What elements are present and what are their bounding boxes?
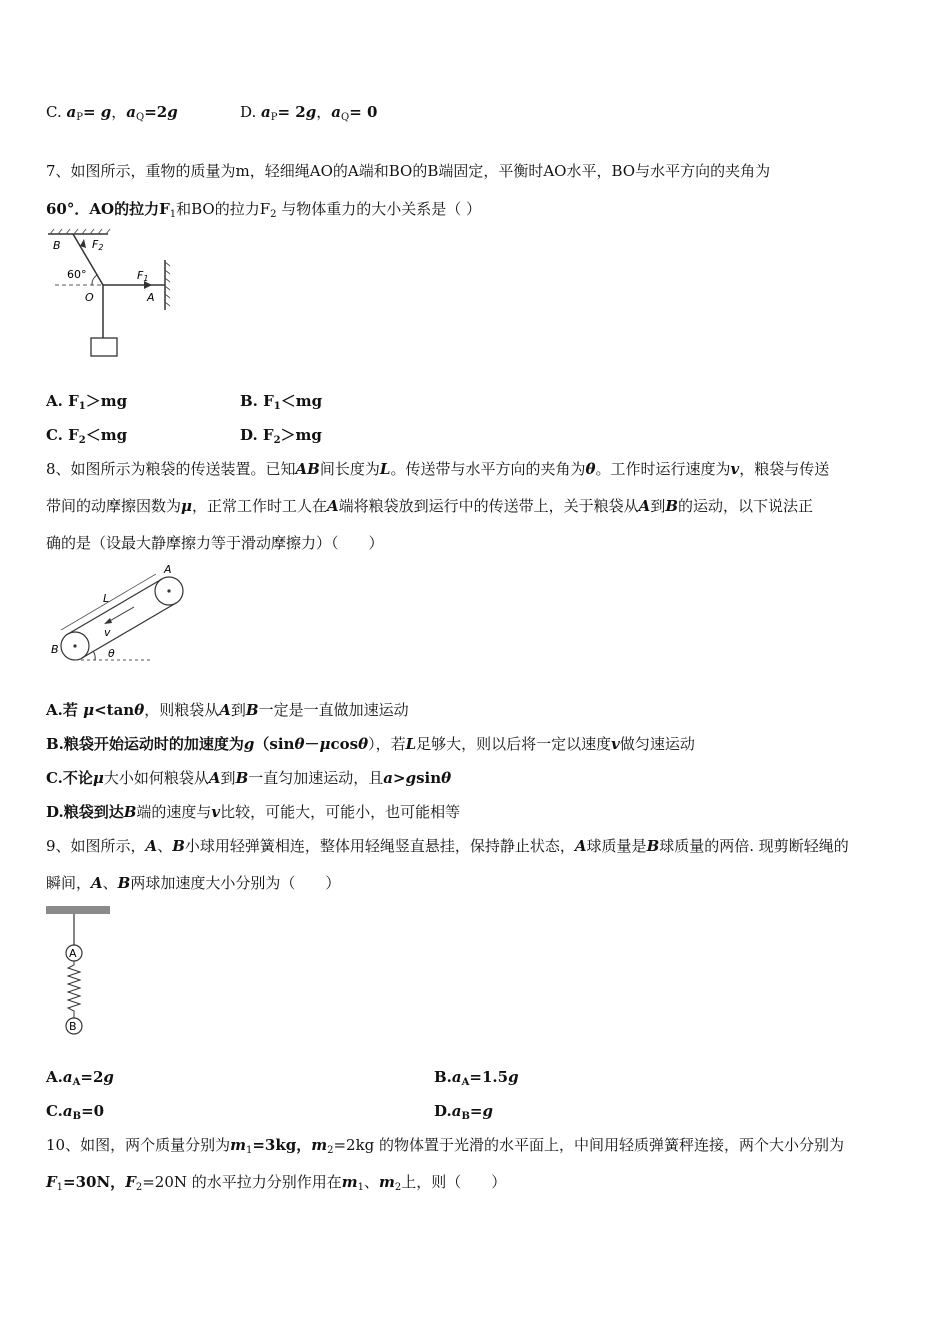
q9-stem-line2: 瞬间，A、B两球加速度大小分别为（ ） bbox=[46, 874, 341, 892]
label-b: B bbox=[69, 1020, 77, 1033]
weight-box bbox=[91, 338, 117, 356]
belt-top bbox=[68, 579, 162, 634]
q8-figure bbox=[46, 560, 196, 665]
q9-option-b: $B.a_A=1.5g$ bbox=[434, 1068, 519, 1088]
label-a: A bbox=[69, 947, 77, 960]
label-b: B bbox=[51, 643, 59, 656]
q7-option-b: B. $F_1<mg$ bbox=[240, 392, 323, 412]
q9-option-d: $D.a_B=g$ bbox=[434, 1102, 493, 1122]
label-60-degree: 60° bbox=[67, 268, 87, 281]
q7-figure bbox=[40, 228, 180, 363]
q8-stem-line2: 带间的动摩擦因数为μ，正常工作时工人在A端将粮袋放到运行中的传送带上，关于粮袋从A到B的运动，以下说法正 bbox=[46, 497, 814, 515]
q8-option-c: C.不论μ大小如何粮袋从A到B一直匀加速运动，且a>gsinθ bbox=[46, 769, 452, 787]
belt-bottom bbox=[82, 603, 176, 658]
label-f2: F2 bbox=[92, 238, 104, 252]
q8-option-a: A.若 μ<tanθ，则粮袋从A到B一定是一直做加速运动 bbox=[46, 701, 409, 719]
spring bbox=[68, 961, 80, 1018]
q7-stem-line1: 7、如图所示，重物的质量为m，轻细绳AO的A端和BO的B端固定，平衡时AO水平，BO与水平方向的夹角为 bbox=[46, 162, 771, 180]
ceiling-bar bbox=[46, 906, 110, 914]
label-theta: θ bbox=[108, 647, 115, 660]
label-o: O bbox=[85, 291, 94, 304]
label-b: B bbox=[53, 239, 61, 252]
label-v: v bbox=[104, 626, 111, 639]
q7-option-d: D. $F_2>mg$ bbox=[240, 426, 322, 446]
angle-arc bbox=[92, 275, 97, 285]
pulley-b-center bbox=[73, 644, 76, 647]
q9-option-a: $A.a_A=2g$ bbox=[46, 1068, 114, 1088]
q10-stem-line1: 10、如图，两个质量分别为$m_1=3kg$，$m_2=2kg$ 的物体置于光滑的水平面上，中间用轻质弹簧秤连接，两个大小分别为 bbox=[46, 1136, 845, 1156]
q8-option-d: D.粮袋到达B端的速度与v比较，可能大，可能小，也可能相等 bbox=[46, 803, 461, 821]
label-a: A bbox=[164, 563, 172, 576]
pulley-a-center bbox=[167, 589, 170, 592]
q7-option-c: C. $F_2<mg$ bbox=[46, 426, 128, 446]
q6-option-d: D. $a_P= 2g$，$a_Q= 0$ bbox=[240, 103, 378, 123]
q8-stem-line3: 确的是（设最大静摩擦力等于滑动摩擦力）（ ） bbox=[46, 534, 384, 552]
q8-stem-line1: 8、如图所示为粮袋的传送装置。已知AB间长度为L。传送带与水平方向的夹角为θ。工作时运行速度为v，粮袋与传送 bbox=[46, 460, 830, 478]
q9-stem-line1: 9、如图所示，A、B小球用轻弹簧相连，整体用轻绳竖直悬挂，保持静止状态，A球质量是B球质量的两倍. 现剪断轻绳的 bbox=[46, 837, 849, 855]
q6-option-c: C. $a_P= g$，$a_Q=2g$ bbox=[46, 103, 178, 123]
velocity-line bbox=[108, 607, 134, 622]
label-f1: F1 bbox=[137, 269, 149, 283]
q10-stem-line2: $F_1=30N$，$F_2=20N$ 的水平拉力分别作用在$m_1$、$m_2$上，则（ ） bbox=[46, 1173, 507, 1193]
q7-stem-line2: 60°．AO的拉力$F_1$和BO的拉力$F_2$ 与物体重力的大小关系是（ ） bbox=[46, 200, 482, 220]
q9-option-c: $C.a_B=0$ bbox=[46, 1102, 105, 1122]
velocity-arrow bbox=[104, 618, 112, 624]
q7-option-a: A. $F_1>mg$ bbox=[46, 392, 128, 412]
label-a: A bbox=[147, 291, 155, 304]
q9-figure bbox=[44, 902, 114, 1042]
q8-option-b: B.粮袋开始运动时的加速度为g（sinθ－μcosθ），若L足够大，则以后将一定以速度v做匀速运动 bbox=[46, 735, 695, 753]
theta-arc bbox=[93, 651, 95, 660]
label-l: L bbox=[103, 592, 110, 605]
